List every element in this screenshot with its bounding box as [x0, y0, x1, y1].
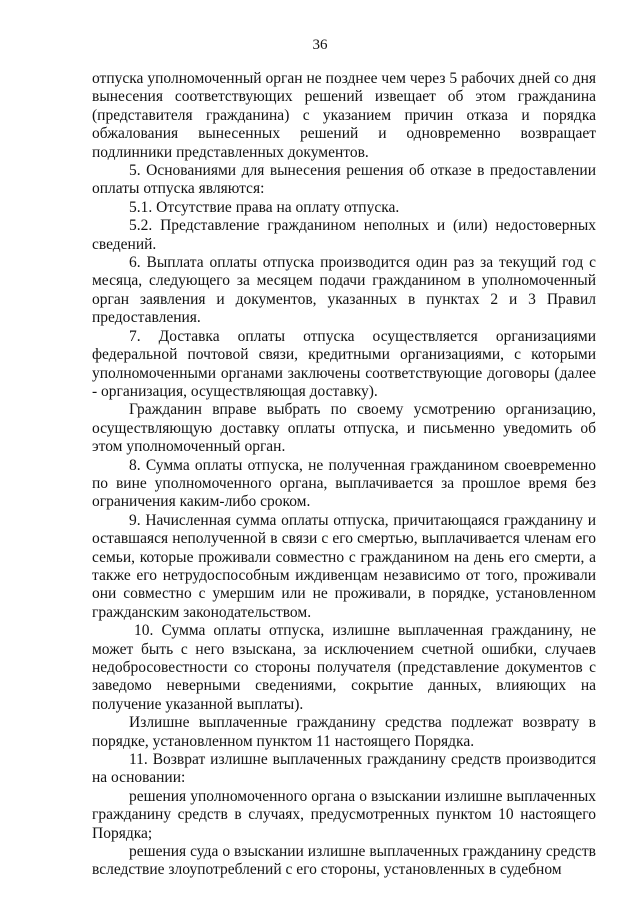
paragraph-7: 7. Доставка оплаты отпуска осуществляется организациями федеральной почтовой связи, кредитными организациями, с которыми уполномоченными органами заключены соответствующие договоры (далее - организация, осуществляющая доставку). — [92, 327, 596, 400]
paragraph-10: 10. Сумма оплаты отпуска, излишне выплаченная гражданину, не может быть с него взыскана, за исключением счетной ошибки, случаев недобросовестности со стороны получателя (представление документов с заведомо неверными сведениями, сокрытие данных, влияющих на получение указанной выплаты). — [92, 622, 596, 713]
paragraph-9: 9. Начисленная сумма оплаты отпуска, причитающаяся гражданину и оставшаяся неполученной в связи с его смертью, выплачивается членам его семьи, которые проживали совместно с гражданином на день его смерти, а также его нетрудоспособным иждивенцам независимо от того, проживали они совместно с умершим или не проживали, в порядке, установленном гражданским законодательством. — [92, 511, 596, 621]
paragraph-10-refund: Излишне выплаченные гражданину средства подлежат возврату в порядке, установленном пунктом 11 настоящего Порядка. — [92, 714, 596, 750]
paragraph-continuation: отпуска уполномоченный орган не позднее чем через 5 рабочих дней со дня вынесения соответствующих решений извещает об этом гражданина (представителя гражданина) с указанием причин отказа и порядка обжалования вынесенных решений и одновременно возвращает подлинники представленных документов. — [92, 70, 596, 161]
paragraph-11-authority-decision: решения уполномоченного органа о взыскании излишне выплаченных гражданину средств в случаях, предусмотренных пунктом 10 настоящего Порядка; — [92, 787, 596, 842]
paragraph-7-delivery-choice: Гражданин вправе выбрать по своему усмотрению организацию, осуществляющую доставку оплаты отпуска, и письменно уведомить об этом уполномоченный орган. — [92, 401, 596, 456]
paragraph-5: 5. Основаниями для вынесения решения об отказе в предоставлении оплаты отпуска являются: — [92, 162, 596, 198]
paragraph-6: 6. Выплата оплаты отпуска производится один раз за текущий год с месяца, следующего за месяцем подачи гражданином в уполномоченный орган заявления и документов, указанных в пунктах 2 и 3 Правил предоставления. — [92, 254, 596, 327]
page-number: 36 — [312, 37, 328, 53]
paragraph-5-2: 5.2. Представление гражданином неполных и (или) недостоверных сведений. — [92, 217, 596, 253]
document-body — [92, 70, 596, 880]
paragraph-11-court-decision: решения суда о взыскании излишне выплаченных гражданину средств вследствие злоупотреблений с его стороны, установленных в судебном — [92, 843, 596, 879]
paragraph-11: 11. Возврат излишне выплаченных гражданину средств производится на основании: — [92, 751, 596, 787]
paragraph-8: 8. Сумма оплаты отпуска, не полученная гражданином своевременно по вине уполномоченного органа, выплачивается за прошлое время без ограничения каким-либо сроком. — [92, 456, 596, 511]
paragraph-5-1: 5.1. Отсутствие права на оплату отпуска. — [129, 198, 400, 216]
